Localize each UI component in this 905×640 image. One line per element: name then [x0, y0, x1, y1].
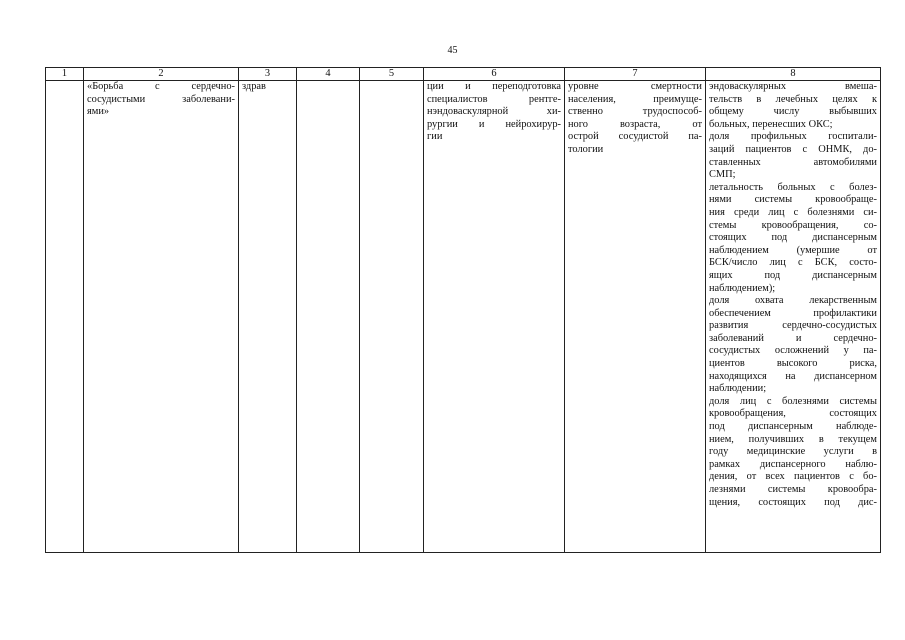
- cell-line: населения, преимуще-: [568, 93, 702, 105]
- cell-line: эндоваскулярных вмеша-: [709, 81, 877, 92]
- cell-line: заций пациентов с ОНМК, до-: [709, 143, 877, 155]
- cell-line: нэндоваскулярной хи-: [427, 106, 561, 118]
- cell-line: уровне смертности: [568, 81, 702, 92]
- column-header-3: 3: [239, 68, 297, 81]
- column-header-4: 4: [297, 68, 360, 81]
- cell-col-7: [565, 81, 706, 553]
- cell-line: лезнями системы кровообра-: [709, 484, 877, 495]
- cell-line: наблюдением);: [709, 282, 776, 294]
- column-header-2: 2: [84, 68, 239, 81]
- cell-line: году медицинские услуги в: [709, 446, 877, 458]
- cell-col-6: [424, 81, 565, 553]
- cell-line: ния среди лиц с болезнями си-: [709, 206, 877, 218]
- cell-line: ставленных автомобилями: [709, 156, 877, 168]
- cell-line: ями»: [87, 106, 110, 118]
- cell-line: рамках диспансерного наблю-: [709, 458, 877, 470]
- cell-line: доля профильных госпитали-: [709, 131, 877, 143]
- column-header-7: 7: [565, 68, 706, 81]
- cell-line: летальность больных с болез-: [709, 181, 877, 193]
- table-header-row: [46, 68, 881, 81]
- cell-line: тельств в лечебных целях к: [709, 93, 877, 105]
- cell-line: нями системы кровообраще-: [709, 194, 877, 206]
- column-header-6: 6: [424, 68, 565, 81]
- cell-line: нием, получивших в текущем: [709, 433, 877, 445]
- cell-line: стемы кровообращения, со-: [709, 219, 877, 231]
- cell-line: наблюдением (умершие от: [709, 244, 877, 256]
- column-header-1: 1: [46, 68, 84, 81]
- cell-line: обеспечением профилактики: [709, 307, 877, 319]
- table-row: [46, 81, 881, 553]
- cell-col-4: [297, 81, 360, 553]
- cell-line: под диспансерным наблюде-: [709, 421, 877, 433]
- cell-line: специалистов рентге-: [427, 93, 561, 105]
- cell-line: острой сосудистой па-: [568, 131, 702, 143]
- cell-line: развития сердечно-сосудистых: [709, 320, 877, 332]
- cell-line: «Борьба с сердечно-: [87, 81, 235, 92]
- cell-line: заболеваний и сердечно-: [709, 332, 877, 344]
- cell-line: дения, от всех пациентов с бо-: [709, 471, 877, 483]
- cell-line: СМП;: [709, 169, 736, 181]
- cell-line: сосудистыми заболевани-: [87, 93, 235, 105]
- cell-line: кровообращения, состоящих: [709, 408, 877, 420]
- cell-line: ции и переподготовка: [427, 81, 561, 92]
- cell-line: рургии и нейрохирур-: [427, 118, 561, 130]
- cell-line: здрав: [242, 81, 266, 92]
- cell-line: доля охвата лекарственным: [709, 295, 877, 307]
- cell-line: гии: [427, 131, 443, 143]
- cell-line: БСК/число лиц с БСК, состо-: [709, 257, 877, 269]
- cell-line: сосудистых осложнений у па-: [709, 345, 877, 357]
- cell-line: больных, перенесших ОКС;: [709, 118, 833, 130]
- column-header-5: 5: [360, 68, 424, 81]
- cell-line: наблюдении;: [709, 383, 767, 395]
- cell-line: ного возраста, от: [568, 118, 702, 130]
- cell-program-name: [84, 81, 239, 553]
- column-header-8: 8: [706, 68, 881, 81]
- cell-line: доля лиц с болезнями системы: [709, 395, 877, 407]
- cell-col-5: [360, 81, 424, 553]
- cell-col-3: [239, 81, 297, 553]
- cell-line: ственно трудоспособ-: [568, 106, 702, 118]
- cell-line: тологии: [568, 143, 604, 155]
- page-number: 45: [447, 45, 458, 56]
- cell-col-1: [46, 81, 84, 553]
- cell-line: щения, состоящих под дис-: [709, 496, 877, 508]
- document-table: [45, 67, 881, 553]
- cell-line: стоящих под диспансерным: [709, 232, 877, 244]
- cell-line: ящих под диспансерным: [709, 269, 877, 281]
- cell-line: находящихся на диспансерном: [709, 370, 877, 382]
- cell-col-8: [706, 81, 881, 553]
- cell-line: общему числу выбывших: [709, 106, 877, 118]
- cell-line: циентов высокого риска,: [709, 358, 877, 370]
